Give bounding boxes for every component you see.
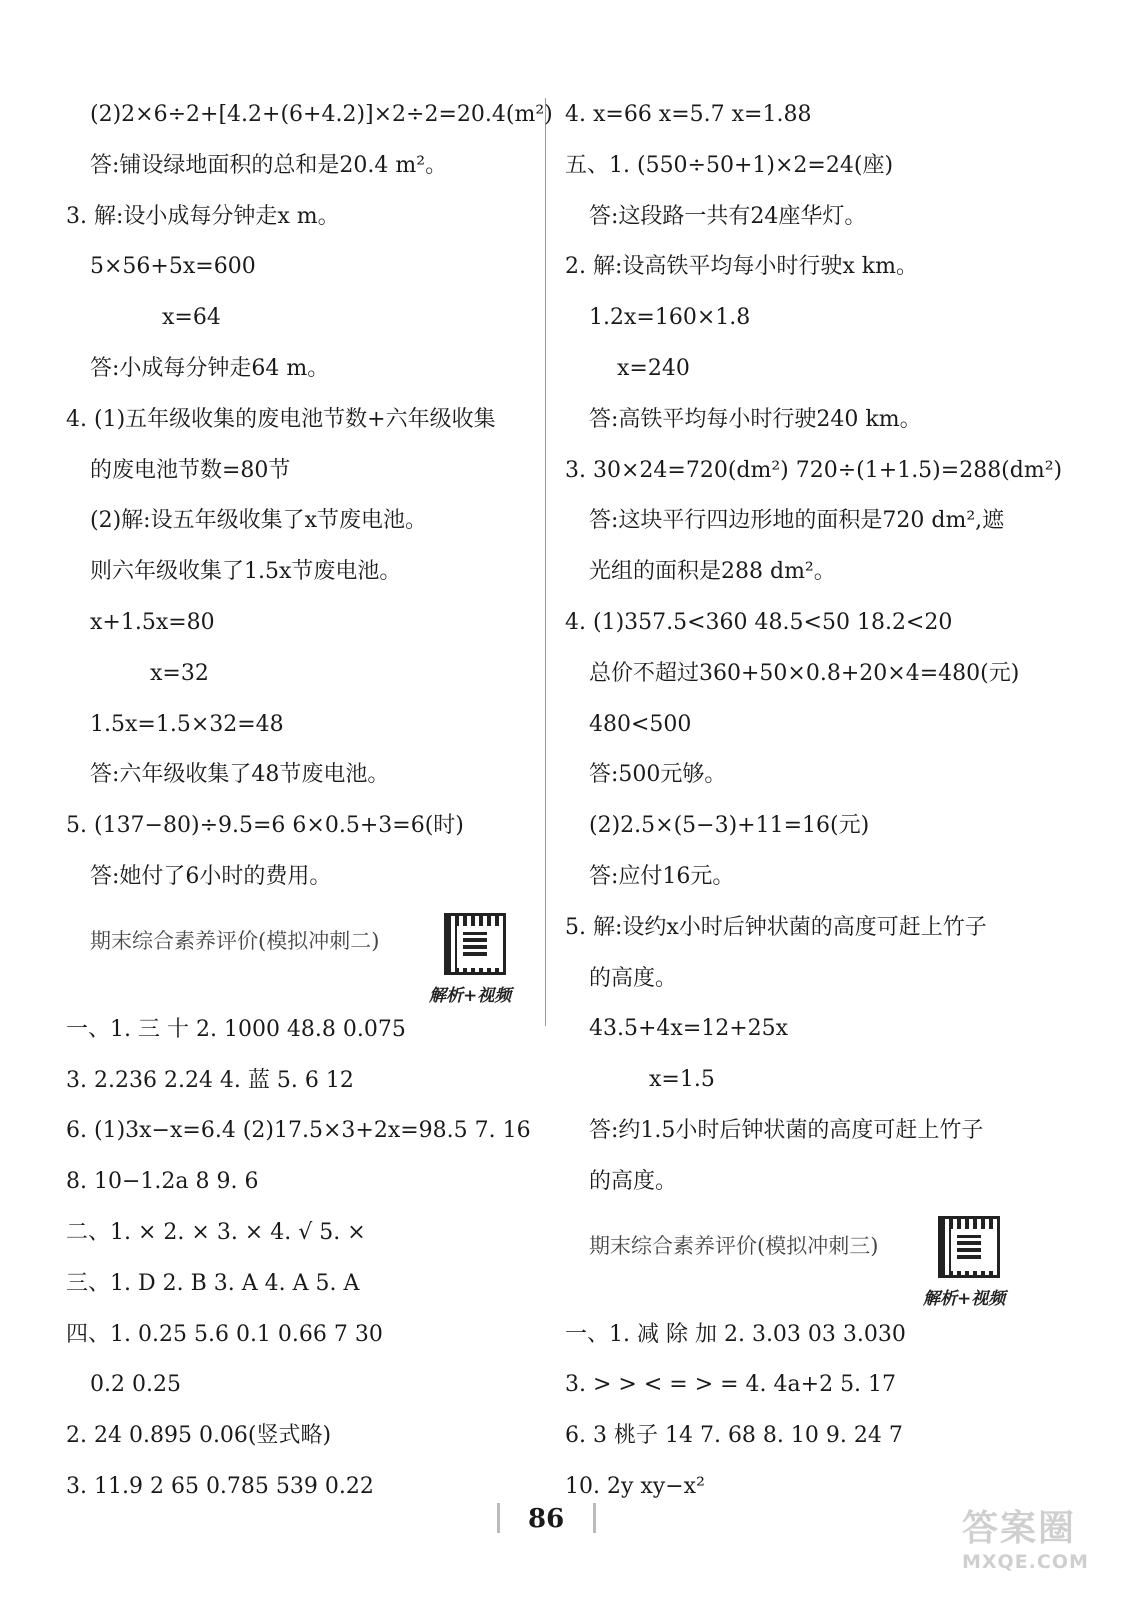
- answer-line: 答:应付16元。: [589, 863, 735, 889]
- answer-line: 答:500元够。: [589, 762, 727, 788]
- answer-line: 五、1. (550÷50+1)×2=24(座): [565, 152, 894, 178]
- answer-line: 二、1. × 2. × 3. × 4. √ 5. ×: [66, 1219, 366, 1245]
- qr-caption: 解析+视频: [429, 985, 512, 1006]
- qr-code-icon[interactable]: [444, 913, 506, 975]
- answer-line: 答:铺设绿地面积的总和是20.4 m²。: [90, 152, 448, 178]
- right-column: [565, 90, 1065, 1513]
- section-title: 期末综合素养评价(模拟冲刺二): [90, 928, 380, 953]
- answer-line: 5. 解:设约x小时后钟状菌的高度可赶上竹子: [565, 914, 987, 940]
- page-number-bar-right: [593, 1503, 596, 1533]
- answer-line: 3. 解:设小成每分钟走x m。: [66, 203, 340, 229]
- answer-line: 答:这块平行四边形地的面积是720 dm²,遮: [589, 508, 1005, 534]
- answer-line: 答:这段路一共有24座华灯。: [589, 203, 867, 229]
- answer-line: 答:约1.5小时后钟状菌的高度可赶上竹子: [589, 1117, 984, 1143]
- answer-line: 43.5+4x=12+25x: [589, 1016, 789, 1042]
- answer-line: 3. > > < = > = 4. 4a+2 5. 17: [565, 1372, 897, 1398]
- answer-line: (2)2.5×(5−3)+11=16(元): [589, 813, 870, 839]
- answer-line: 3. 2.236 2.24 4. 蓝 5. 6 12: [66, 1067, 354, 1093]
- answer-line: 3. 30×24=720(dm²) 720÷(1+1.5)=288(dm²): [565, 457, 1063, 483]
- answer-line: 答:高铁平均每小时行驶240 km。: [589, 406, 922, 432]
- answer-line: 的高度。: [589, 965, 678, 991]
- answer-line: (2)解:设五年级收集了x节废电池。: [90, 508, 427, 534]
- answer-line: x=1.5: [649, 1067, 715, 1093]
- answer-line: 2. 解:设高铁平均每小时行驶x km。: [565, 254, 918, 280]
- answer-line: 1.5x=1.5×32=48: [90, 711, 284, 737]
- answer-line: 480<500: [589, 711, 692, 737]
- answer-line: 光组的面积是288 dm²。: [589, 559, 836, 585]
- answer-line: 答:她付了6小时的费用。: [90, 863, 332, 889]
- answer-line: 10. 2y xy−x²: [565, 1473, 705, 1499]
- answer-line: 6. 3 桃子 14 7. 68 8. 10 9. 24 7: [565, 1423, 903, 1449]
- section-title: 期末综合素养评价(模拟冲刺三): [589, 1233, 879, 1258]
- answer-line: 则六年级收集了1.5x节废电池。: [90, 559, 402, 585]
- answer-line: 的废电池节数=80节: [90, 457, 291, 483]
- watermark-logo: [962, 1508, 1117, 1586]
- watermark-url: MXQE.COM: [962, 1551, 1089, 1573]
- answer-line: 一、1. 减 除 加 2. 3.03 03 3.030: [565, 1321, 906, 1347]
- answer-line: 0.2 0.25: [90, 1372, 181, 1398]
- answer-line: 答:小成每分钟走64 m。: [90, 355, 330, 381]
- section-header-2: [66, 903, 536, 1005]
- answer-line: 5. (137−80)÷9.5=6 6×0.5+3=6(时): [66, 813, 464, 839]
- answer-line: 答:六年级收集了48节废电池。: [90, 762, 390, 788]
- answer-line: x=240: [617, 355, 690, 381]
- answer-line: (2)2×6÷2+[4.2+(6+4.2)]×2÷2=20.4(m²): [90, 102, 553, 127]
- answer-line: 总价不超过360+50×0.8+20×4=480(元): [589, 660, 1020, 686]
- answer-line: 3. 11.9 2 65 0.785 539 0.22: [66, 1473, 374, 1499]
- left-column: [66, 90, 553, 1513]
- answer-line: 8. 10−1.2a 8 9. 6: [66, 1169, 259, 1195]
- answer-line: 4. (1)五年级收集的废电池节数+六年级收集: [66, 406, 496, 432]
- page-number: 86: [528, 1504, 565, 1534]
- answer-line: 四、1. 0.25 5.6 0.1 0.66 7 30: [66, 1321, 383, 1347]
- qr-caption: 解析+视频: [923, 1288, 1006, 1309]
- answer-line: 1.2x=160×1.8: [589, 305, 751, 331]
- answer-line: 4. (1)357.5<360 48.5<50 18.2<20: [565, 609, 953, 635]
- answer-line: 6. (1)3x−x=6.4 (2)17.5×3+2x=98.5 7. 16: [66, 1118, 531, 1144]
- answer-line: x=32: [150, 660, 209, 686]
- column-divider: [545, 98, 546, 1026]
- watermark-text: 答案圈: [962, 1508, 1077, 1549]
- answer-line: 5×56+5x=600: [90, 254, 256, 280]
- answer-line: 2. 24 0.895 0.06(竖式略): [66, 1423, 332, 1449]
- answer-line: 一、1. 三 十 2. 1000 48.8 0.075: [66, 1016, 406, 1042]
- answer-line: x+1.5x=80: [90, 609, 215, 635]
- page-number-bar-left: [497, 1503, 500, 1533]
- answer-line: 三、1. D 2. B 3. A 4. A 5. A: [66, 1270, 360, 1296]
- answer-line: 4. x=66 x=5.7 x=1.88: [565, 102, 812, 127]
- qr-code-icon[interactable]: [938, 1216, 1000, 1278]
- section-header-3: [565, 1208, 1065, 1310]
- answer-line: x=64: [162, 305, 221, 331]
- answer-line: 的高度。: [589, 1168, 678, 1194]
